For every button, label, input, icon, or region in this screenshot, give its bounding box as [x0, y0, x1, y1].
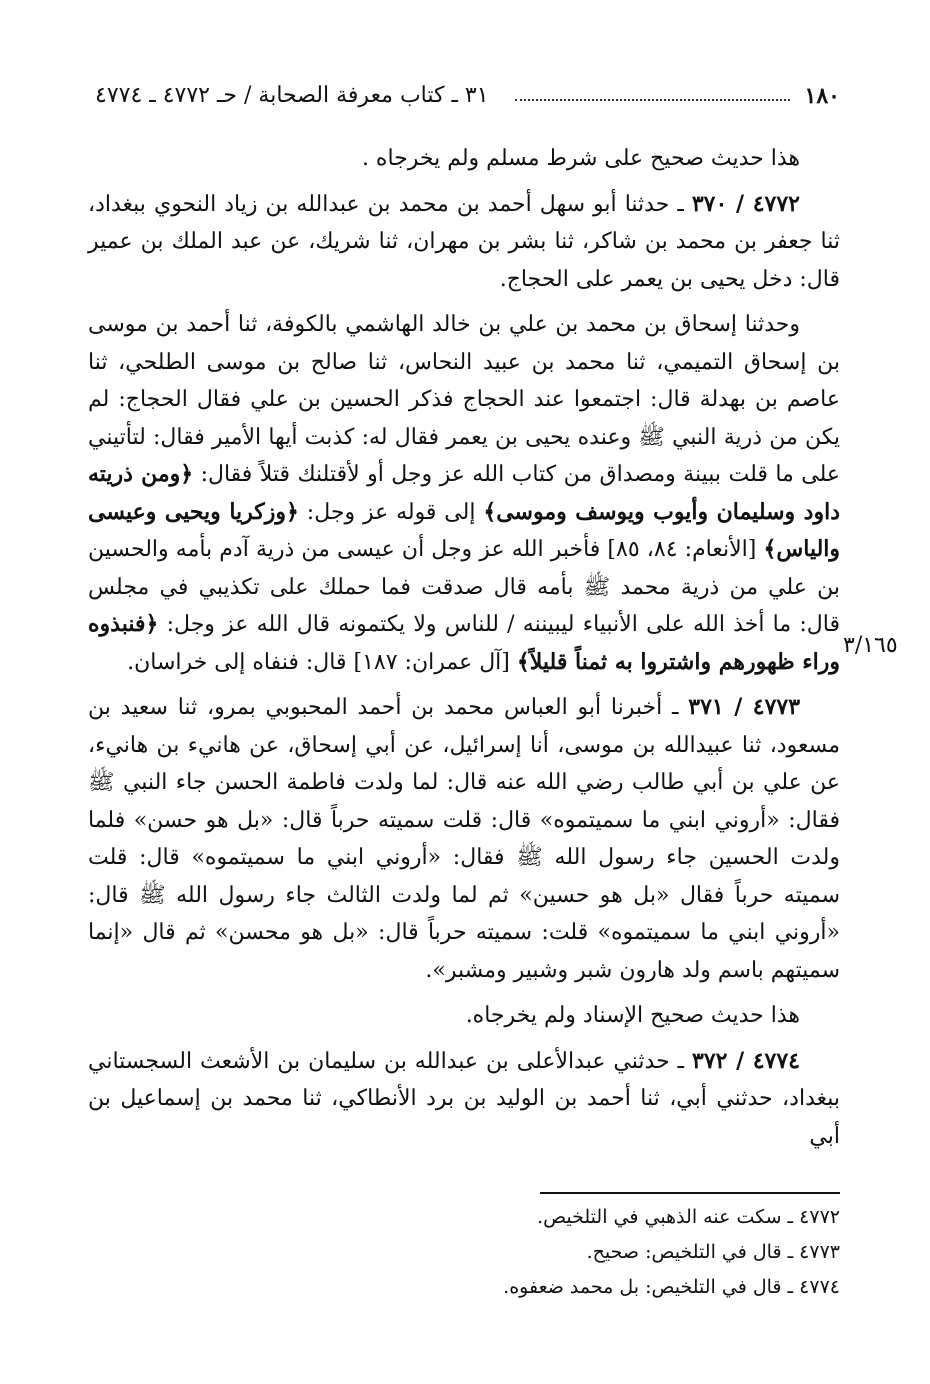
footnote-separator [540, 1192, 840, 1194]
hadith-number: ٤٧٧٢ / ٣٧٠ [691, 190, 800, 217]
hadith-paragraph-4773: ٤٧٧٣ / ٣٧١ ـ أخبرنا أبو العباس محمد بن أحمد المحبوبي بمرو، ثنا سعيد بن مسعود، ثنا عبيدالله بن موسى، أنا إسرائيل، عن أبي إسحاق، عن هانيء بن هانيء، عن علي بن أبي طالب رضي الله عنه قال: لما ولدت فاطمة الحسن جاء النبي ﷺ فقال: «أروني ابني ما سميتموه» قال: قلت سميته حرباً قال: «بل هو حسن» فلما ولدت الحسين جاء رسول الله ﷺ فقال: «أروني ابني ما سميتموه» قال: قلت سميته حرباً فقال «بل هو حسين» ثم لما ولدت الثالث جاء رسول الله ﷺ قال: «أروني ابني ما سميتموه» قلت: سميته حرباً قال: «بل هو محسن» ثم قال «إنما سميتهم باسم ولد هارون شبر وشبير ومشبر». [88, 694, 840, 983]
grading-paragraph: هذا حديث صحيح الإسناد ولم يخرجاه. [465, 1003, 800, 1028]
margin-volume-page-note: ٣/١٦٥ [843, 633, 898, 658]
grading-paragraph: هذا حديث صحيح على شرط مسلم ولم يخرجاه . [361, 146, 800, 171]
quran-quote: ﴿وزكريا ويحيى وعيسى والياس﴾ [88, 498, 841, 562]
quran-quote: ﴿فنبذوه وراء ظهورهم واشتروا به ثمناً قليلاً﴾ [88, 611, 840, 675]
hadith-paragraph-4774: ٤٧٧٤ / ٣٧٢ ـ حدثني عبدالأعلى بن عبدالله بن سليمان بن الأشعث السجستاني ببغداد، حدثني أبي، ثنا أحمد بن الوليد بن برد الأنطاكي، ثنا محمد بن إسماعيل بن أبي [88, 1047, 840, 1149]
hadith-paragraph-4772: ٤٧٧٢ / ٣٧٠ ـ حدثنا أبو سهل أحمد بن محمد بن عبدالله بن زياد النحوي ببغداد، ثنا جعفر بن محمد بن شاكر، ثنا بشر بن مهران، ثنا شريك، عن عبد الملك بن عمير قال: دخل يحيى بن يعمر على الحجاج. [88, 190, 840, 292]
page-header [95, 76, 840, 116]
footnote: ٤٧٧٣ ـ قال في التلخيص: صحيح. [586, 1241, 840, 1263]
chapter-title: ٣١ ـ كتاب معرفة الصحابة / حـ ٤٧٧٢ ـ ٤٧٧٤ [95, 83, 489, 108]
header-dot-leader [515, 99, 790, 101]
hadith-number: ٤٧٧٤ / ٣٧٢ [692, 1047, 800, 1074]
main-text [88, 140, 840, 1163]
quran-quote: ﴿ومن ذريته داود وسليمان وأيوب ويوسف وموسى﴾ [88, 461, 841, 525]
footnotes [88, 1200, 840, 1305]
footnote: ٤٧٧٤ ـ قال في التلخيص: بل محمد ضعفوه. [503, 1276, 840, 1298]
hadith-number: ٤٧٧٣ / ٣٧١ [688, 694, 801, 720]
page-number: ١٨٠ [804, 83, 840, 109]
footnote: ٤٧٧٢ ـ سكت عنه الذهبي في التلخيص. [537, 1206, 840, 1228]
isnad-paragraph: وحدثنا إسحاق بن محمد بن علي بن خالد الهاشمي بالكوفة، ثنا أحمد بن موسى بن إسحاق التميمي، ثنا محمد بن عبيد النحاس، ثنا صالح بن موسى الطلحي، ثنا عاصم بن بهدلة قال: اجتمعوا عند الحجاج فذكر الحسين بن علي فقال الحجاج: لم يكن من ذرية النبي ﷺ وعنده يحيى بن يعمر فقال له: كذبت أيها الأمير فقال: لتأتيني على ما قلت ببينة ومصداق من كتاب الله عز وجل أو لأقتلنك قتلاً فقال: ﴿ومن ذريته داود وسليمان وأيوب ويوسف وموسى﴾ إلى قوله عز وجل: ﴿وزكريا ويحيى وعيسى والياس﴾ [الأنعام: ٨٤، ٨٥] فأخبر الله عز وجل أن عيسى من ذرية آدم بأمه والحسين بن علي من ذرية محمد ﷺ بأمه قال صدقت فما حملك على تكذيبي في مجلس قال: ما أخذ الله على الأنبياء ليبيننه / للناس ولا يكتمونه قال الله عز وجل: ﴿فنبذوه وراء ظهورهم واشتروا به ثمناً قليلاً﴾ [آل عمران: ١٨٧] قال: فنفاه إلى خراسان. [88, 312, 841, 675]
